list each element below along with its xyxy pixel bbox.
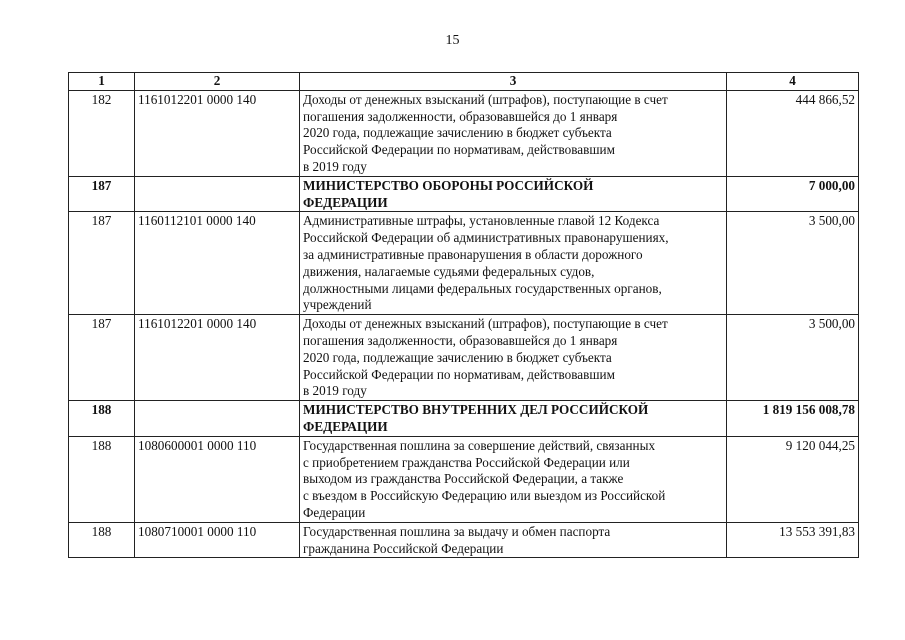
row-number: 187 <box>69 176 135 212</box>
description-line: 2020 года, подлежащие зачислению в бюджет субъекта <box>303 349 612 365</box>
description-line: должностными лицами федеральных государственных органов, <box>303 280 662 296</box>
row-description <box>300 436 727 522</box>
budget-table <box>68 72 859 558</box>
budget-code: 1161012201 0000 140 <box>135 315 300 401</box>
description-line: в 2019 году <box>303 383 367 399</box>
row-number: 187 <box>69 212 135 315</box>
description-line: Федерации <box>303 504 366 520</box>
row-amount: 9 120 044,25 <box>727 436 859 522</box>
description-line: движения, налагаемые судьями федеральных судов, <box>303 263 595 279</box>
description-line: выходом из гражданства Российской Федерации, а также <box>303 471 624 487</box>
budget-code: 1161012201 0000 140 <box>135 90 300 176</box>
row-number: 182 <box>69 90 135 176</box>
budget-code: 1080710001 0000 110 <box>135 522 300 558</box>
description-line: с въездом в Российскую Федерацию или выездом из Российской <box>303 488 666 504</box>
description-line: Государственная пошлина за выдачу и обмен паспорта <box>303 523 611 539</box>
description-line: Административные штрафы, установленные главой 12 Кодекса <box>303 213 660 229</box>
table-row <box>69 212 859 315</box>
row-amount: 3 500,00 <box>727 315 859 401</box>
description-line: погашения задолженности, образовавшейся до 1 января <box>303 332 618 348</box>
description-line: ФЕДЕРАЦИИ <box>303 418 388 434</box>
row-amount: 3 500,00 <box>727 212 859 315</box>
row-number: 188 <box>69 436 135 522</box>
table-row <box>69 522 859 558</box>
page-number: 15 <box>445 33 460 48</box>
row-description <box>300 90 727 176</box>
description-line: за административные правонарушения в области дорожного <box>303 246 643 262</box>
description-line: МИНИСТЕРСТВО ОБОРОНЫ РОССИЙСКОЙ <box>303 177 594 193</box>
description-line: ФЕДЕРАЦИИ <box>303 194 388 210</box>
budget-code: 1160112101 0000 140 <box>135 212 300 315</box>
description-line: учреждений <box>303 297 372 313</box>
row-number: 188 <box>69 401 135 437</box>
table-row <box>69 315 859 401</box>
row-number: 187 <box>69 315 135 401</box>
column-header: 1 <box>69 73 135 91</box>
description-line: Доходы от денежных взысканий (штрафов), поступающие в счет <box>303 316 668 332</box>
ministry-row <box>69 176 859 212</box>
table-row <box>69 90 859 176</box>
row-amount: 7 000,00 <box>727 176 859 212</box>
column-header: 2 <box>135 73 300 91</box>
row-amount: 13 553 391,83 <box>727 522 859 558</box>
description-line: Доходы от денежных взысканий (штрафов), поступающие в счет <box>303 91 668 107</box>
description-line: Российской Федерации об административных правонарушениях, <box>303 230 669 246</box>
description-line: гражданина Российской Федерации <box>303 540 504 556</box>
row-number: 188 <box>69 522 135 558</box>
description-line: Российской Федерации по нормативам, действовавшим <box>303 142 615 158</box>
row-description <box>300 401 727 437</box>
row-description <box>300 212 727 315</box>
table-row <box>69 436 859 522</box>
description-line: 2020 года, подлежащие зачислению в бюджет субъекта <box>303 125 612 141</box>
row-amount: 444 866,52 <box>727 90 859 176</box>
row-amount: 1 819 156 008,78 <box>727 401 859 437</box>
description-line: в 2019 году <box>303 158 367 174</box>
budget-code <box>135 401 300 437</box>
table-header-row <box>69 73 859 91</box>
description-line: МИНИСТЕРСТВО ВНУТРЕННИХ ДЕЛ РОССИЙСКОЙ <box>303 402 649 418</box>
ministry-row <box>69 401 859 437</box>
budget-code <box>135 176 300 212</box>
description-line: погашения задолженности, образовавшейся до 1 января <box>303 108 618 124</box>
description-line: Российской Федерации по нормативам, действовавшим <box>303 366 615 382</box>
row-description <box>300 522 727 558</box>
row-description <box>300 176 727 212</box>
description-line: Государственная пошлина за совершение действий, связанных <box>303 437 656 453</box>
column-header: 4 <box>727 73 859 91</box>
description-line: с приобретением гражданства Российской Федерации или <box>303 454 630 470</box>
budget-code: 1080600001 0000 110 <box>135 436 300 522</box>
row-description <box>300 315 727 401</box>
column-header: 3 <box>300 73 727 91</box>
